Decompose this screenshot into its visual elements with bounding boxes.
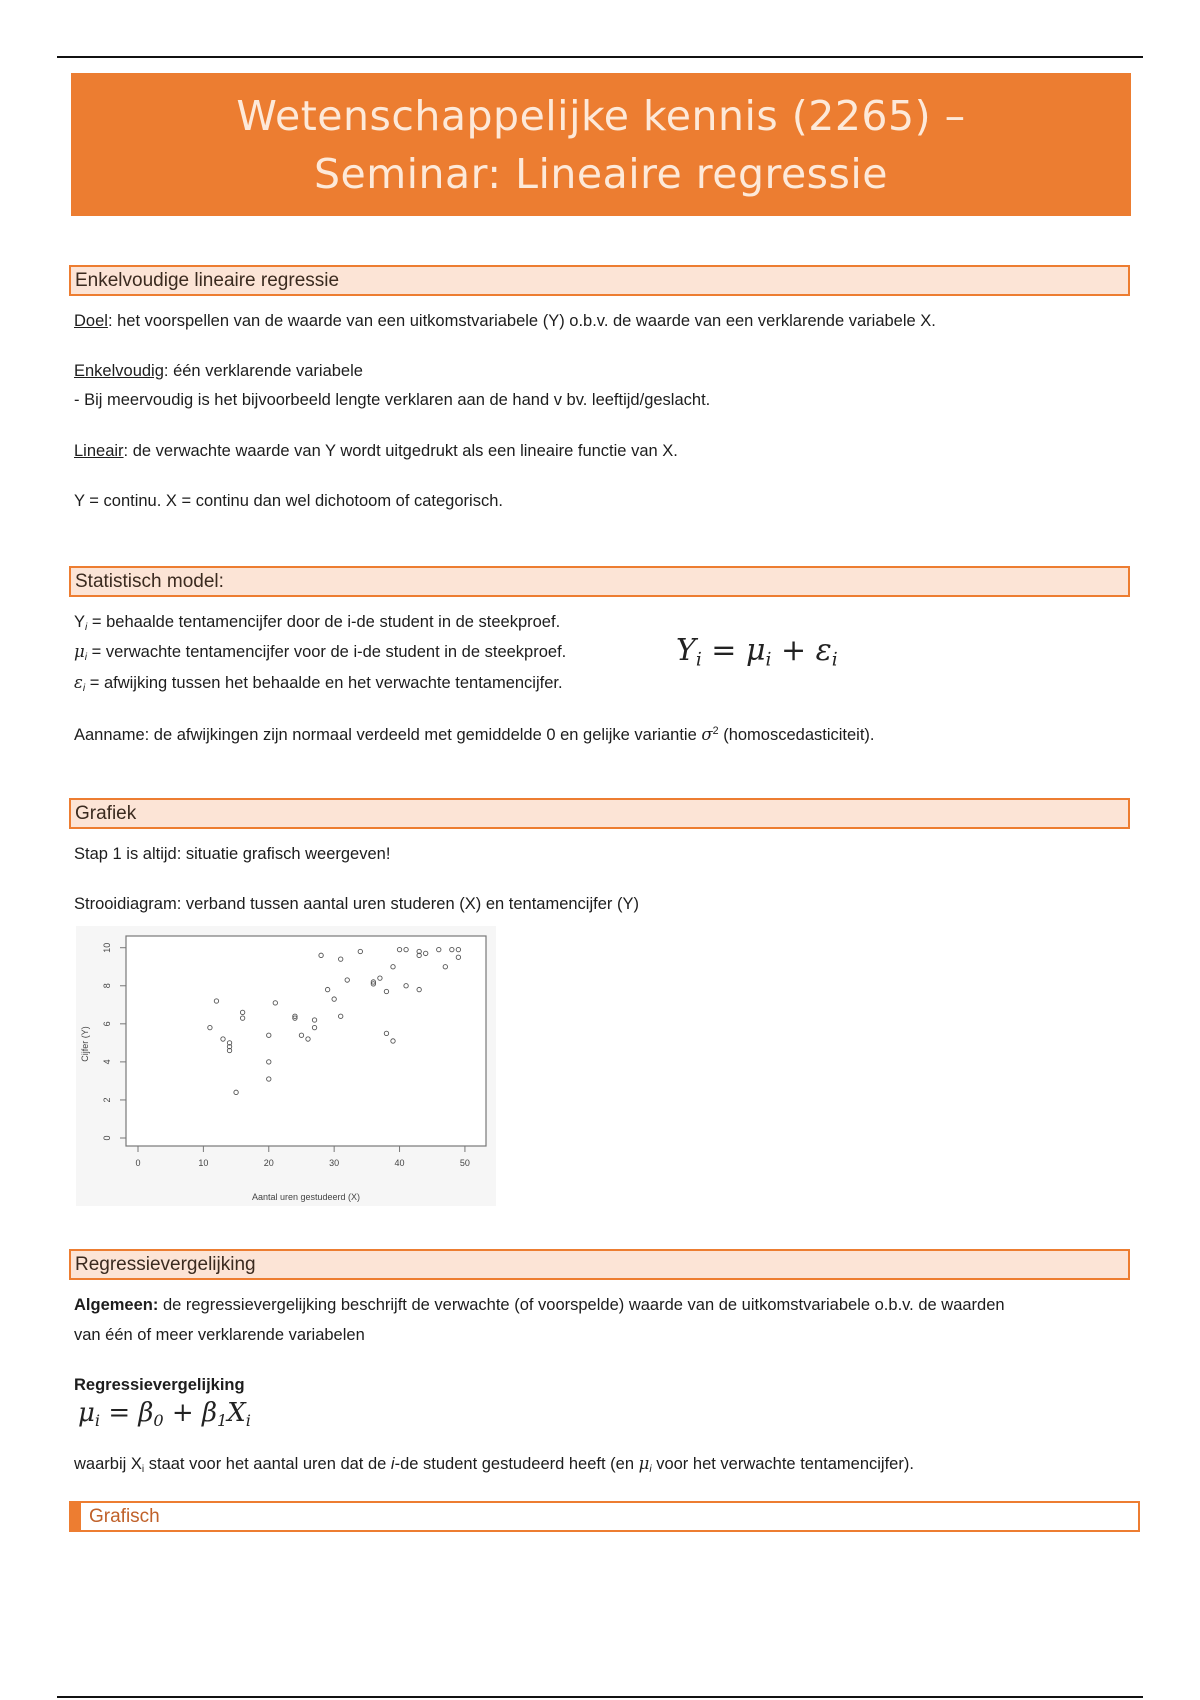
x-tick-label: 20 (263, 1158, 274, 1168)
y-tick-label: 2 (102, 1097, 112, 1103)
doel-paragraph (74, 310, 936, 332)
title-banner (71, 73, 1131, 216)
y-axis-label: Cijfer (Y) (80, 1026, 90, 1062)
doel-text: : het voorspellen van de waarde van een uitkomstvariabele (Y) o.b.v. de waarde van een verklarende variabele X. (107, 312, 936, 330)
scatter-chart (76, 926, 496, 1206)
regressievergelijking-subheading: Regressievergelijking (74, 1376, 245, 1394)
algemeen-line1: Algemeen: de regressievergelijking beschrijft de verwachte (of voorspelde) waarde van de uitkomstvariabele o.b.v. de waarden (74, 1296, 1005, 1314)
enkel-text: : één verklarende variabele (163, 362, 363, 380)
x-axis-label: Aantal uren gestudeerd (X) (251, 1192, 361, 1202)
regression-equation: $\mu_i = \beta_0 + \beta_1X_i$ (78, 1398, 251, 1430)
lineair-text: : de verwachte waarde van Y wordt uitgedrukt als een lineaire functie van X. (123, 442, 678, 460)
x-tick-label: 10 (198, 1158, 209, 1168)
section-heading-grafisch: Grafisch (69, 1501, 1140, 1532)
x-tick-label: 50 (459, 1158, 470, 1168)
yi-definition: $Y_i$ = behaalde tentamencijfer door de i-de student in de steekproef. (74, 613, 561, 634)
section-heading-regressievergelijking: Regressievergelijking (69, 1249, 1130, 1280)
algemeen-term: Algemeen: (74, 1296, 159, 1314)
x-tick-label: 0 (135, 1158, 141, 1168)
lineair-paragraph (74, 440, 678, 462)
plot-frame (126, 936, 486, 1146)
y-tick-label: 8 (102, 983, 112, 989)
x-tick-label: 40 (394, 1158, 405, 1168)
algemeen-line2: van één of meer verklarende variabelen (74, 1326, 365, 1344)
page-title-line1: Wetenschappelijke kennis (2265) – (236, 91, 966, 140)
y-tick-label: 0 (102, 1135, 112, 1141)
y-tick-label: 6 (102, 1021, 112, 1027)
enkelvoudig-paragraph (74, 360, 363, 382)
strooidiagram-text: Strooidiagram: verband tussen aantal uren studeren (X) en tentamencijfer (Y) (74, 895, 639, 913)
meervoudig-text: - Bij meervoudig is het bijvoorbeeld lengte verklaren aan de hand v bv. leeftijd/geslacht. (74, 391, 711, 409)
doel-term: Doel (74, 312, 108, 330)
model-equation: $Y_i = \mu_i + \varepsilon_i$ (676, 633, 838, 671)
epsilon-definition: $\varepsilon_i$ = afwijking tussen het behaalde en het verwachte tentamencijfer. (74, 673, 563, 695)
page-title-line2: Seminar: Lineaire regressie (313, 149, 889, 198)
aanname-text: Aanname: de afwijkingen zijn normaal verdeeld met gemiddelde 0 en gelijke variantie $\sigma^2$ (homoscedasticiteit). (74, 724, 875, 744)
y-tick-label: 4 (102, 1059, 112, 1065)
lineair-term: Lineair (74, 442, 124, 460)
waarbij-text: waarbij $X_i$ staat voor het aantal uren dat de i-de student gestudeerd heeft (en $\mu_i$ voor het verwachte tentamencijfer). (74, 1454, 914, 1476)
x-tick-label: 30 (329, 1158, 340, 1168)
y-tick-label: 10 (102, 942, 112, 953)
continu-text: Y = continu. X = continu dan wel dichotoom of categorisch. (74, 492, 503, 510)
mui-definition: $\mu_i$ = verwachte tentamencijfer voor de i-de student in de steekproef. (74, 642, 567, 664)
enkel-term: Enkelvoudig (74, 362, 164, 380)
bottom-rule (57, 1696, 1143, 1698)
section-heading-enkelvoudig: Enkelvoudige lineaire regressie (69, 265, 1130, 296)
section-heading-grafiek: Grafiek (69, 798, 1130, 829)
section-heading-statistisch-model: Statistisch model: (69, 566, 1130, 597)
top-rule (57, 56, 1143, 58)
stap-text: Stap 1 is altijd: situatie grafisch weergeven! (74, 845, 391, 863)
